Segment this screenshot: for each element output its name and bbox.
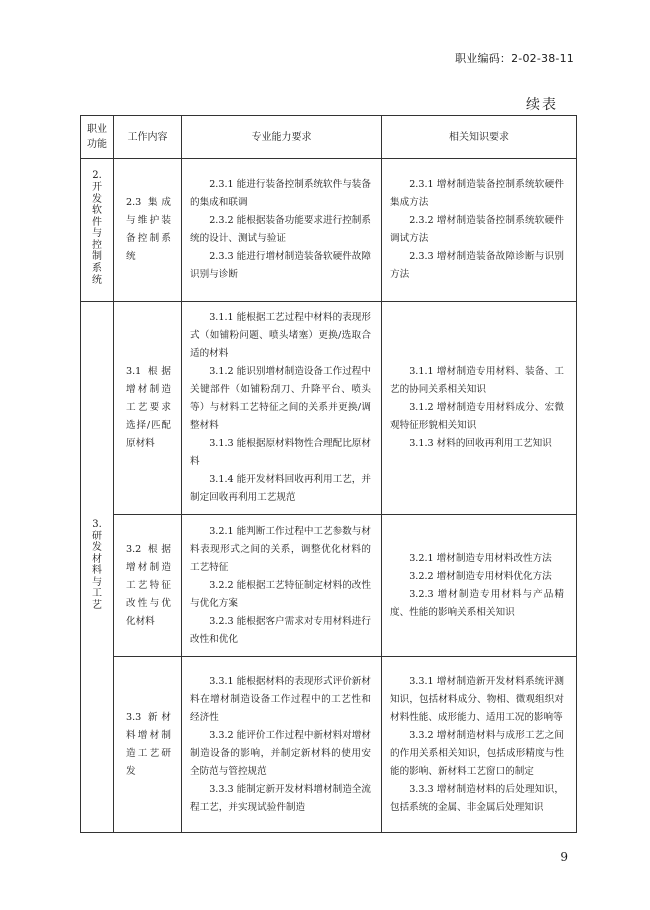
skill-cell xyxy=(182,159,382,302)
skill-item: 3.2.2 能根据工艺特征制定材料的改性与优化方案 xyxy=(190,579,371,609)
knowledge-item: 2.3.1 增材制造装备控制系统软硬件集成方法 xyxy=(390,179,564,208)
function-cell xyxy=(81,159,114,302)
function-cell xyxy=(81,302,114,833)
skill-item: 3.1.2 能识别增材制造设备工作过程中关键部件（如铺粉刮刀、升降平台、喷头等）与材料工艺特征之间的关系并更换/调整材料 xyxy=(190,366,371,431)
skill-item: 3.3.1 能根据材料的表现形式评价新材料在增材制造设备工作过程中的工艺性和经济性 xyxy=(190,675,371,723)
table-header-row xyxy=(81,116,577,159)
skill-cell xyxy=(182,302,382,515)
knowledge-cell xyxy=(382,657,577,833)
continued-label: 续表 xyxy=(526,97,558,113)
skill-item: 3.1.1 能根据工艺过程中材料的表现形式（如铺粉问题、喷头堵塞）更换/选取合适的材料 xyxy=(190,312,371,359)
knowledge-cell xyxy=(382,302,577,515)
work-content-cell: 3.1 根据增材制造工艺要求选择/匹配原材料 xyxy=(114,302,182,515)
knowledge-item: 3.3.1 增材制造新开发材料系统评测知识，包括材料成分、物相、微观组织对材料性能、成形能力、适用工况的影响等 xyxy=(390,675,564,723)
knowledge-item: 3.1.3 材料的回收再利用工艺知识 xyxy=(409,438,552,449)
header-skill-requirements: 专业能力要求 xyxy=(182,116,382,159)
header-function: 职业 功能 xyxy=(81,116,114,159)
work-content-cell: 2.3 集成与维护装备控制系统 xyxy=(114,159,182,302)
page-number: 9 xyxy=(560,850,568,864)
header-work-content: 工作内容 xyxy=(114,116,182,159)
skill-item: 3.2.1 能判断工作过程中工艺参数与材料表现形式之间的关系，调整优化材料的工艺特征 xyxy=(190,525,371,573)
skill-item: 3.1.4 能开发材料回收再利用工艺，并制定回收再利用工艺规范 xyxy=(190,474,371,503)
function-label: 2. 开发软件与控制系统 xyxy=(92,170,102,286)
skill-item: 2.3.2 能根据装备功能要求进行控制系统的设计、测试与验证 xyxy=(190,215,371,244)
table-row xyxy=(81,302,577,515)
occupation-code: 职业编码：2-02-38-11 xyxy=(455,52,574,65)
knowledge-item: 3.1.1 增材制造专用材料、装备、工艺的协同关系相关知识 xyxy=(390,366,564,395)
header-knowledge-requirements: 相关知识要求 xyxy=(382,116,577,159)
work-content-cell: 3.3 新材料增材制造工艺研发 xyxy=(114,657,182,833)
skill-item: 2.3.1 能进行装备控制系统软件与装备的集成和联调 xyxy=(190,179,371,208)
competency-table xyxy=(80,115,577,833)
skill-item: 3.3.3 能制定新开发材料增材制造全流程工艺，并实现试验件制造 xyxy=(190,783,371,813)
skill-item: 3.2.3 能根据客户需求对专用材料进行改性和优化 xyxy=(190,615,371,645)
work-content-cell: 3.2 根据增材制造工艺特征改性与优化材料 xyxy=(114,515,182,657)
knowledge-item: 3.1.2 增材制造专用材料成分、宏微观特征形貌相关知识 xyxy=(390,402,564,431)
knowledge-item: 3.3.2 增材制造材料与成形工艺之间的作用关系相关知识，包括成形精度与性能的影响、新材料工艺窗口的制定 xyxy=(390,729,564,777)
table-row xyxy=(81,515,577,657)
function-label: 3. 研发材料与工艺 xyxy=(92,518,102,612)
table-row xyxy=(81,159,577,302)
skill-item: 3.1.3 能根据原材料物性合理配比原材料 xyxy=(190,438,371,467)
knowledge-item: 3.2.1 增材制造专用材料改性方法 xyxy=(409,552,552,564)
knowledge-cell xyxy=(382,515,577,657)
skill-cell xyxy=(182,515,382,657)
knowledge-cell xyxy=(382,159,577,302)
table-row xyxy=(81,657,577,833)
skill-cell xyxy=(182,657,382,833)
skill-item: 3.3.2 能评价工作过程中新材料对增材制造设备的影响，并制定新材料的使用安全防范与管控规范 xyxy=(190,729,371,777)
knowledge-item: 2.3.2 增材制造装备控制系统软硬件调试方法 xyxy=(390,215,564,244)
knowledge-item: 3.2.2 增材制造专用材料优化方法 xyxy=(409,570,552,582)
knowledge-item: 3.3.3 增材制造材料的后处理知识，包括系统的金属、非金属后处理知识 xyxy=(390,783,564,813)
skill-item: 2.3.3 能进行增材制造装备软硬件故障识别与诊断 xyxy=(190,251,371,280)
knowledge-item: 3.2.3 增材制造专用材料与产品精度、性能的影响关系相关知识 xyxy=(390,588,564,618)
knowledge-item: 2.3.3 增材制造装备故障诊断与识别方法 xyxy=(390,251,564,280)
